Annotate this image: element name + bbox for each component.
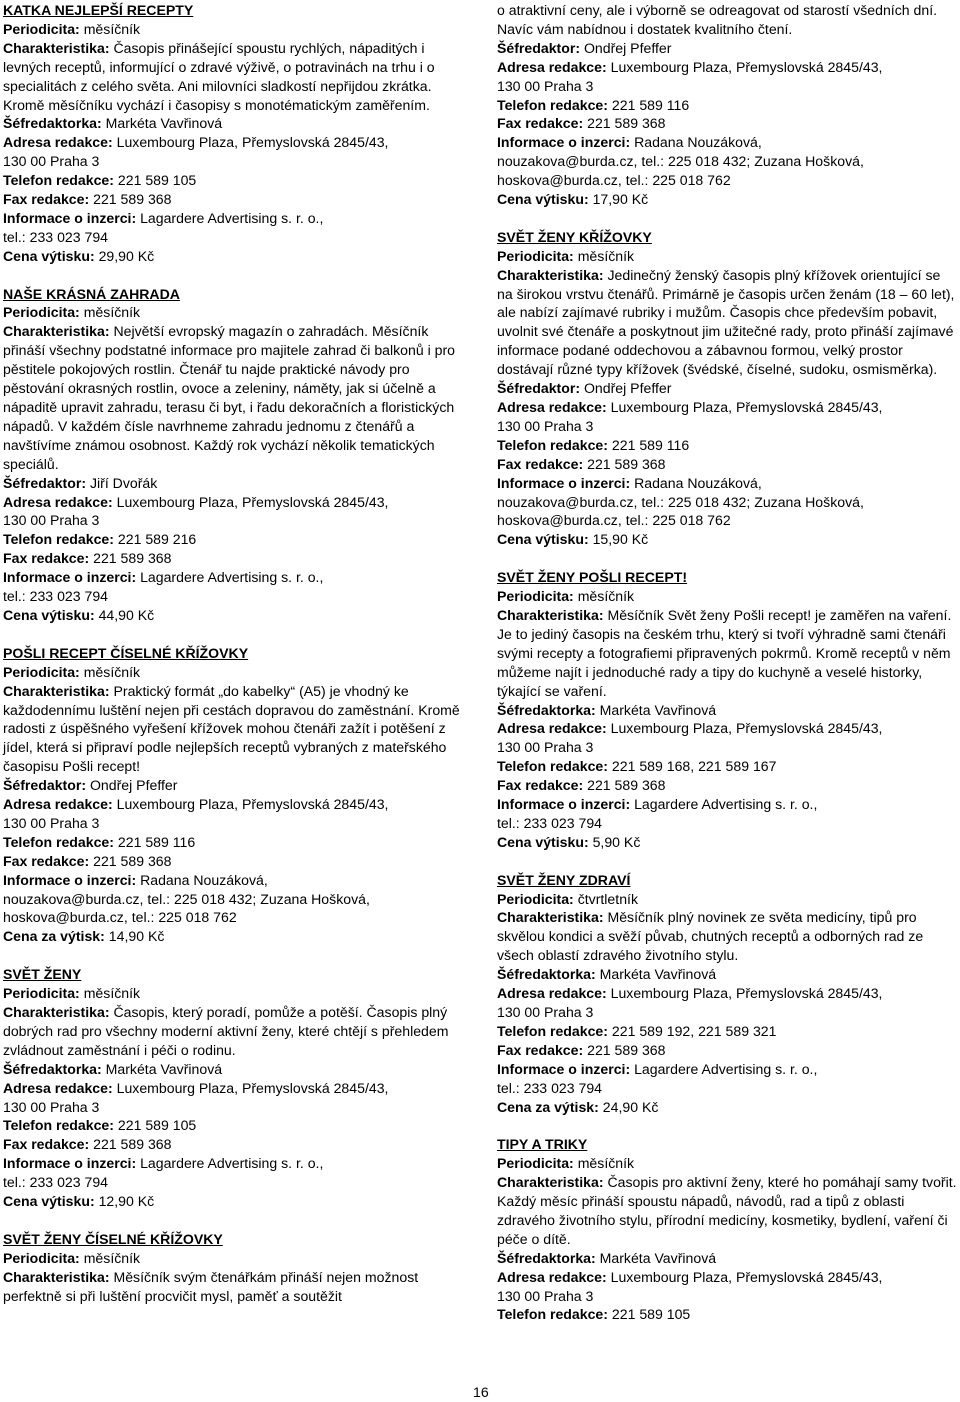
field-value: 221 589 368 [587, 1041, 666, 1058]
field-value: 221 589 368 [93, 1136, 172, 1153]
field-label: Charakteristika: [3, 39, 110, 56]
field-label: Periodicita: [3, 304, 80, 321]
field-label: Fax redakce: [497, 115, 584, 132]
characteristic-text [3, 322, 465, 473]
characteristic-text [497, 266, 959, 379]
magazine-title: SVĚT ŽENY POŠLI RECEPT! [497, 569, 688, 586]
info-line [497, 701, 959, 720]
magazine-title: SVĚT ŽENY ČÍSELNÉ KŘÍŽOVKY [3, 1230, 223, 1247]
field-value: Luxembourg Plaza, Přemyslovská 2845/43, [610, 1268, 883, 1285]
field-label: Telefon redakce: [3, 172, 114, 189]
info-line [3, 1079, 465, 1098]
field-value: hoskova@burda.cz, tel.: 225 018 762 [3, 909, 237, 926]
info-line [3, 1173, 465, 1192]
field-label: Šéfredaktor: [3, 474, 87, 491]
field-value: Luxembourg Plaza, Přemyslovská 2845/43, [610, 720, 883, 737]
right-magazines [497, 228, 959, 1325]
info-line [3, 568, 465, 587]
magazine-entry [3, 1, 465, 266]
field-value: 29,90 Kč [98, 247, 155, 264]
field-label: Charakteristika: [497, 606, 604, 623]
field-value: čtvrtletník [577, 890, 638, 907]
field-value: 221 589 116 [117, 833, 196, 850]
field-value: Radana Nouzáková, [634, 134, 762, 151]
info-line [3, 927, 465, 946]
info-line [3, 209, 465, 228]
magazine-entry [3, 285, 465, 625]
characteristic-text [497, 1173, 959, 1249]
field-label: Periodicita: [497, 890, 574, 907]
field-value: měsíčník [83, 663, 141, 680]
info-line [497, 1268, 959, 1287]
info-line [497, 77, 959, 96]
info-line [3, 493, 465, 512]
magazine-title: KATKA NEJLEPŠÍ RECEPTY [3, 2, 194, 18]
info-line [3, 1060, 465, 1079]
field-value: nouzakova@burda.cz, tel.: 225 018 432; Zuzana Hošková, [497, 153, 864, 170]
field-label: Šéfredaktorka: [497, 701, 596, 718]
info-line [3, 1098, 465, 1117]
info-line [497, 247, 959, 266]
field-label: Periodicita: [3, 20, 80, 37]
field-label: Fax redakce: [497, 777, 584, 794]
info-line [3, 587, 465, 606]
field-label: Adresa redakce: [3, 1079, 113, 1096]
info-line [3, 606, 465, 625]
characteristic-text [3, 682, 465, 777]
field-value: 24,90 Kč [602, 1098, 659, 1115]
info-line [497, 171, 959, 190]
field-value: Luxembourg Plaza, Přemyslovská 2845/43, [116, 1079, 389, 1096]
field-value: 130 00 Praha 3 [3, 512, 100, 529]
field-label: Cena výtisku: [3, 247, 95, 264]
field-value: 44,90 Kč [98, 606, 155, 623]
field-label: Adresa redakce: [3, 796, 113, 813]
field-value: měsíčník [577, 588, 635, 605]
page-number: 16 [473, 1384, 489, 1400]
field-value: Lagardere Advertising s. r. o., [634, 1060, 818, 1077]
field-value: Lagardere Advertising s. r. o., [140, 209, 324, 226]
field-label: Fax redakce: [497, 1041, 584, 1058]
info-line [497, 1154, 959, 1173]
info-line [497, 890, 959, 909]
field-value: 130 00 Praha 3 [3, 814, 100, 831]
field-label: Cena za výtisk: [497, 1098, 599, 1115]
field-label: Cena za výtisk: [3, 928, 105, 945]
continuation-fields [497, 39, 959, 209]
field-value: 14,90 Kč [108, 928, 165, 945]
info-line [497, 190, 959, 209]
field-label: Cena výtisku: [3, 1193, 95, 1210]
field-label: Informace o inzerci: [497, 1060, 631, 1077]
field-value: Ondřej Pfeffer [583, 39, 672, 56]
field-value: Časopis přinášející spoustu rychlých, nápaditých i levných receptů, informující o zdravé výživě, o potravinách na trhu i o specialitách z celého světa. Ani milovníci sladkostí nepřijdou zkrátka. Kromě měsíčníku vychází i časopisy s monotématickým zaměřením. [3, 39, 435, 113]
info-line [497, 96, 959, 115]
magazine-entry [3, 965, 465, 1211]
info-line [3, 795, 465, 814]
field-value: Jedinečný ženský časopis plný křížovek orientující se na širokou vrstvu čtenářů. Primárně je časopis určen ženám (18 – 60 let), ale nabízí zajímavé rubriky i mužům. Časopis chce především pobavit, uvolnit své čtenáře a poskytnout jim užitečné rady, proto přináší zajímavé informace podané oddechovou a zábavnou formou, velký prostor dostávají různé typy křížovek (švédské, číselné, sudoku, osmisměrka). [497, 266, 955, 378]
field-value: 221 589 216 [117, 531, 197, 548]
info-line [3, 247, 465, 266]
field-label: Cena výtisku: [497, 833, 589, 850]
field-value: Největší evropský magazín o zahradách. Měsíčník přináší všechny podstatné informace pro majitele zahrad či balkonů i pro pěstitele pokojových rostlin. Čtenář tu najde praktické návody pro pěstování okrasných rostlin, ovoce a zeleniny, náměty, jak si účelně a nápaditě upravit zahradu, terasu či byt, i řadu dekoračních a floristických nápadů. V každém čísle navrhneme zahradu jednomu z čtenářů a navštívíme známou osobnost. Každý rok vychází několik tematických speciálů. [3, 323, 456, 472]
info-line [497, 114, 959, 133]
field-label: Cena výtisku: [497, 191, 589, 208]
field-value: tel.: 233 023 794 [3, 228, 109, 245]
info-line [3, 190, 465, 209]
field-value: 221 589 368 [587, 115, 666, 132]
field-value: 221 589 168, 221 589 167 [611, 758, 777, 775]
field-label: Telefon redakce: [497, 436, 608, 453]
field-value: Radana Nouzáková, [634, 474, 762, 491]
field-value: 221 589 368 [587, 455, 666, 472]
field-value: Luxembourg Plaza, Přemyslovská 2845/43, [116, 134, 389, 151]
info-line [497, 814, 959, 833]
field-value: nouzakova@burda.cz, tel.: 225 018 432; Zuzana Hošková, [3, 890, 370, 907]
characteristic-text [497, 908, 959, 965]
info-line [3, 984, 465, 1003]
info-line [497, 398, 959, 417]
field-value: 130 00 Praha 3 [3, 153, 100, 170]
field-value: Měsíčník plný novinek ze světa medicíny, tipů pro skvělou kondici a svěží půvab, chutných receptů a odborných rad ze všech oblastí zdravého životního stylu. [497, 909, 924, 964]
field-value: tel.: 233 023 794 [3, 588, 109, 605]
info-line [3, 1116, 465, 1135]
info-line [497, 152, 959, 171]
continuation-block [497, 1, 959, 209]
info-line [3, 511, 465, 530]
field-value: Markéta Vavřinová [105, 115, 223, 132]
field-label: Charakteristika: [3, 1268, 110, 1285]
info-line [497, 474, 959, 493]
field-label: Adresa redakce: [497, 1268, 607, 1285]
field-label: Charakteristika: [3, 1003, 110, 1020]
magazine-title: TIPY A TRIKY [497, 1136, 588, 1153]
field-value: 221 589 105 [611, 1306, 691, 1323]
characteristic-text [497, 606, 959, 701]
characteristic-text [3, 1268, 465, 1306]
field-label: Periodicita: [497, 1155, 574, 1172]
field-value: 130 00 Praha 3 [497, 1003, 594, 1020]
info-line [3, 549, 465, 568]
field-label: Telefon redakce: [497, 758, 608, 775]
magazine-title: SVĚT ŽENY KŘÍŽOVKY [497, 228, 652, 245]
field-value: 221 589 368 [587, 777, 666, 794]
info-line [3, 776, 465, 795]
field-value: Časopis pro aktivní ženy, které ho pomáhají samy tvořit. Každý měsíc přináší spoustu nápadů, návodů, rad a tipů z oblasti zdravého životního stylu, přírodní medicíny, kosmetiky, bydlení, vaření či péče o dítě. [497, 1174, 957, 1247]
info-line [3, 228, 465, 247]
info-line [497, 133, 959, 152]
field-value: 221 589 368 [93, 852, 172, 869]
left-column [3, 1, 465, 1324]
field-label: Periodicita: [3, 985, 80, 1002]
magazine-title: POŠLI RECEPT ČÍSELNÉ KŘÍŽOVKY [3, 644, 249, 661]
field-value: tel.: 233 023 794 [3, 1174, 109, 1191]
info-line [497, 1022, 959, 1041]
magazine-entry [497, 228, 959, 549]
field-label: Periodicita: [497, 247, 574, 264]
field-label: Informace o inzerci: [3, 1155, 137, 1172]
info-line [497, 795, 959, 814]
info-line [497, 833, 959, 852]
info-line [497, 1060, 959, 1079]
field-value: Markéta Vavřinová [105, 1060, 223, 1077]
info-line [3, 890, 465, 909]
field-label: Šéfredaktorka: [3, 115, 102, 132]
magazine-entry [497, 1135, 959, 1324]
info-line [497, 1287, 959, 1306]
field-value: nouzakova@burda.cz, tel.: 225 018 432; Zuzana Hošková, [497, 493, 864, 510]
field-label: Charakteristika: [3, 323, 110, 340]
field-label: Periodicita: [3, 663, 80, 680]
info-line [497, 436, 959, 455]
info-line [3, 833, 465, 852]
field-label: Šéfredaktor: [497, 380, 581, 397]
info-line [3, 474, 465, 493]
info-line [497, 493, 959, 512]
field-label: Periodicita: [3, 1249, 80, 1266]
field-label: Fax redakce: [497, 455, 584, 472]
field-value: Lagardere Advertising s. r. o., [140, 1155, 324, 1172]
characteristic-text [3, 39, 465, 115]
right-column [497, 1, 959, 1343]
info-line [3, 133, 465, 152]
field-value: Měsíčník Svět ženy Pošli recept! je zaměřen na vaření. Je to jediný časopis na českém trhu, který si tvoří výhradně sami čtenáři svými recepty a fotografiemi připravených pokrmů. Kromě receptů v něm můžeme najít i jednoduché rady a tipy do kuchyně a veselé historky, týkající se vaření. [497, 606, 952, 699]
magazine-entry [3, 1230, 465, 1306]
field-label: Šéfredaktor: [497, 39, 581, 56]
info-line [3, 814, 465, 833]
info-line [497, 757, 959, 776]
info-line [497, 984, 959, 1003]
field-value: Markéta Vavřinová [599, 1249, 717, 1266]
info-line [497, 530, 959, 549]
field-value: Ondřej Pfeffer [89, 777, 178, 794]
field-label: Adresa redakce: [497, 399, 607, 416]
field-label: Adresa redakce: [497, 985, 607, 1002]
field-value: Radana Nouzáková, [140, 871, 268, 888]
field-value: Luxembourg Plaza, Přemyslovská 2845/43, [116, 493, 389, 510]
info-line [497, 1249, 959, 1268]
field-value: Lagardere Advertising s. r. o., [140, 569, 324, 586]
field-label: Adresa redakce: [3, 134, 113, 151]
field-value: Luxembourg Plaza, Přemyslovská 2845/43, [116, 796, 389, 813]
info-line [3, 1249, 465, 1268]
field-label: Fax redakce: [3, 1136, 90, 1153]
field-label: Šéfredaktorka: [3, 1060, 102, 1077]
field-label: Adresa redakce: [497, 58, 607, 75]
characteristic-text [3, 1003, 465, 1060]
field-label: Charakteristika: [3, 682, 110, 699]
field-label: Telefon redakce: [3, 1117, 114, 1134]
info-line [3, 1154, 465, 1173]
field-value: 221 589 192, 221 589 321 [611, 1022, 777, 1039]
info-line [3, 20, 465, 39]
info-line [497, 719, 959, 738]
info-line [3, 871, 465, 890]
field-value: 130 00 Praha 3 [497, 739, 594, 756]
magazine-title: SVĚT ŽENY [3, 966, 82, 983]
field-value: Jiří Dvořák [89, 474, 158, 491]
field-value: Luxembourg Plaza, Přemyslovská 2845/43, [610, 399, 883, 416]
field-value: měsíčník [83, 304, 141, 321]
field-label: Informace o inzerci: [497, 796, 631, 813]
info-line [497, 379, 959, 398]
info-line [3, 171, 465, 190]
info-line [3, 114, 465, 133]
field-value: 130 00 Praha 3 [497, 77, 594, 94]
field-label: Fax redakce: [3, 550, 90, 567]
field-value: měsíčník [83, 20, 141, 37]
field-label: Adresa redakce: [3, 493, 113, 510]
field-value: měsíčník [83, 985, 141, 1002]
info-line [3, 303, 465, 322]
field-value: hoskova@burda.cz, tel.: 225 018 762 [497, 172, 731, 189]
field-value: 17,90 Kč [592, 191, 649, 208]
field-label: Telefon redakce: [497, 1306, 608, 1323]
field-value: měsíčník [577, 247, 635, 264]
field-value: hoskova@burda.cz, tel.: 225 018 762 [497, 512, 731, 529]
field-value: 15,90 Kč [592, 531, 649, 548]
info-line [497, 965, 959, 984]
field-value: Luxembourg Plaza, Přemyslovská 2845/43, [610, 58, 883, 75]
field-value: Markéta Vavřinová [599, 701, 717, 718]
field-label: Telefon redakce: [3, 531, 114, 548]
magazine-entry [497, 568, 959, 852]
field-label: Cena výtisku: [497, 531, 589, 548]
magazine-title: SVĚT ŽENY ZDRAVÍ [497, 871, 631, 888]
field-value: 5,90 Kč [592, 833, 641, 850]
field-label: Informace o inzerci: [3, 209, 137, 226]
info-line [497, 1305, 959, 1324]
field-label: Informace o inzerci: [3, 569, 137, 586]
field-value: 221 589 116 [611, 436, 690, 453]
info-line [3, 852, 465, 871]
field-value: 221 589 368 [93, 550, 172, 567]
field-label: Fax redakce: [3, 191, 90, 208]
field-label: Informace o inzerci: [3, 871, 137, 888]
info-line [3, 1135, 465, 1154]
info-line [497, 776, 959, 795]
info-line [497, 58, 959, 77]
info-line [497, 1003, 959, 1022]
field-value: Časopis, který poradí, pomůže a potěší. Časopis plný dobrých rad pro všechny moderní aktivní ženy, které chtějí s přehledem zvládnout zaměstnání i péči o rodinu. [3, 1003, 449, 1058]
info-line [3, 152, 465, 171]
field-value: Markéta Vavřinová [599, 966, 717, 983]
field-value: 130 00 Praha 3 [497, 1287, 594, 1304]
field-label: Charakteristika: [497, 909, 604, 926]
field-label: Informace o inzerci: [497, 474, 631, 491]
field-value: 130 00 Praha 3 [3, 1098, 100, 1115]
continuation-text: o atraktivní ceny, ale i výborně se odreagovat od starostí všedních dní. Navíc vám nabídnou i dostatek kvalitního čtení. [497, 2, 938, 37]
field-value: 12,90 Kč [98, 1193, 155, 1210]
info-line [497, 417, 959, 436]
field-value: Měsíčník svým čtenářkám přináší nejen možnost perfektně si při luštění procvičit mysl, paměť a soutěžit [3, 1268, 419, 1304]
magazine-title: NAŠE KRÁSNÁ ZAHRADA [3, 285, 180, 302]
field-label: Cena výtisku: [3, 606, 95, 623]
info-line [3, 1192, 465, 1211]
field-value: 130 00 Praha 3 [497, 417, 594, 434]
field-value: 221 589 105 [117, 1117, 197, 1134]
field-label: Informace o inzerci: [497, 134, 631, 151]
info-line [497, 587, 959, 606]
field-label: Telefon redakce: [3, 833, 114, 850]
info-line [497, 511, 959, 530]
field-label: Šéfredaktor: [3, 777, 87, 794]
field-label: Periodicita: [497, 588, 574, 605]
info-line [497, 1079, 959, 1098]
magazine-entry [497, 871, 959, 1117]
field-value: Ondřej Pfeffer [583, 380, 672, 397]
field-label: Fax redakce: [3, 852, 90, 869]
field-value: měsíčník [577, 1155, 635, 1172]
field-value: měsíčník [83, 1249, 141, 1266]
info-line [497, 1098, 959, 1117]
field-label: Telefon redakce: [497, 1022, 608, 1039]
field-label: Adresa redakce: [497, 720, 607, 737]
field-value: tel.: 233 023 794 [497, 1079, 603, 1096]
info-line [3, 663, 465, 682]
field-value: Praktický formát „do kabelky“ (A5) je vhodný ke každodennímu luštění nejen při cestách dopravou do zaměstnání. Kromě radosti z úspěšného vyřešení křížovek mohou čtenáři zažít i potěšení z jídel, která si připraví podle nejlepších receptů vybraných z mateřského časopisu Pošli recept! [3, 682, 460, 775]
info-line [497, 1041, 959, 1060]
field-value: Lagardere Advertising s. r. o., [634, 796, 818, 813]
info-line [497, 738, 959, 757]
field-label: Charakteristika: [497, 1174, 604, 1191]
field-value: 221 589 116 [611, 96, 690, 113]
info-line [3, 530, 465, 549]
field-value: tel.: 233 023 794 [497, 814, 603, 831]
info-line [497, 39, 959, 58]
field-label: Telefon redakce: [497, 96, 608, 113]
info-line [497, 455, 959, 474]
field-label: Šéfredaktorka: [497, 1249, 596, 1266]
field-value: Luxembourg Plaza, Přemyslovská 2845/43, [610, 985, 883, 1002]
magazine-entry [3, 644, 465, 947]
field-value: 221 589 368 [93, 191, 172, 208]
info-line [3, 908, 465, 927]
field-label: Šéfredaktorka: [497, 966, 596, 983]
field-label: Charakteristika: [497, 266, 604, 283]
field-value: 221 589 105 [117, 172, 197, 189]
